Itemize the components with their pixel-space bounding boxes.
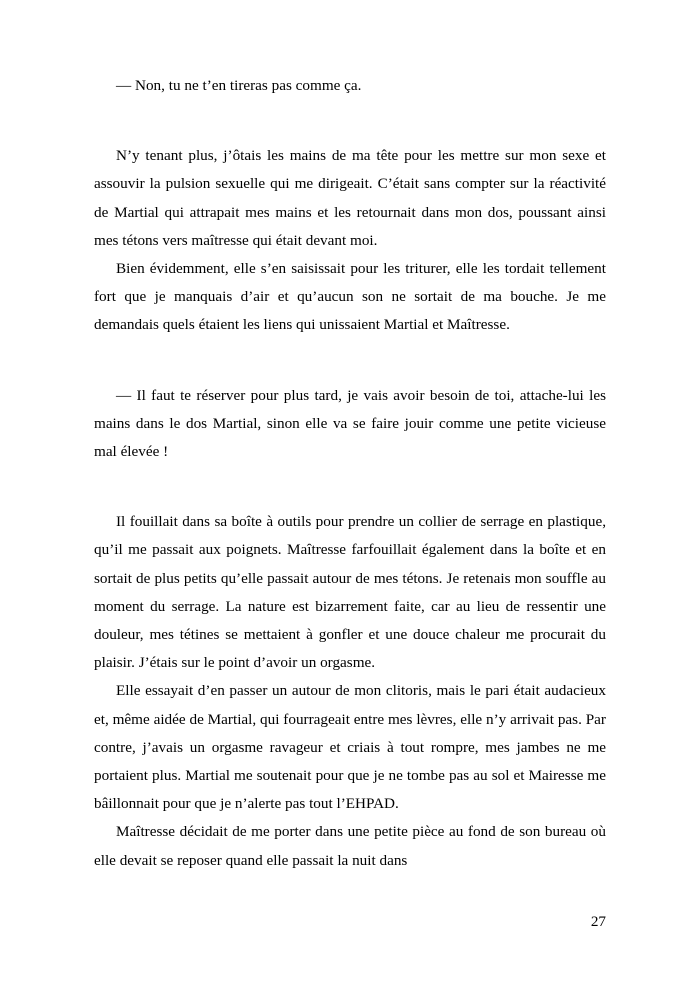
page-number: 27 <box>590 913 606 930</box>
paragraph-dialogue-1: — Non, tu ne t’en tireras pas comme ça. <box>116 77 362 94</box>
text-column <box>94 72 606 875</box>
paragraph-body-2: Bien évidemment, elle s’en saisissait pour les triturer, elle les tordait tellement fort que je manquais d’air et qu’aucun son ne sortait de ma bouche. Je me demandais quels étaient les liens qui unissaient Martial et Maîtresse. <box>94 260 606 334</box>
paragraph-body-5: Maîtresse décidait de me porter dans une petite pièce au fond de son bureau où elle devait se reposer quand elle passait la nuit dans <box>94 823 606 869</box>
paragraph-body-4: Elle essayait d’en passer un autour de mon clitoris, mais le pari était audacieux et, même aidée de Martial, qui fourrageait entre mes lèvres, elle n’y arrivait pas. Par contre, j’avais un orgasme ravageur et criais à tout rompre, mes jambes ne me portaient plus. Martial me soutenait pour que je ne tombe pas au sol et Mairesse me bâillonnait pour que je n’alerte pas tout l’EHPAD. <box>94 682 606 813</box>
paragraph-body-3: Il fouillait dans sa boîte à outils pour prendre un collier de serrage en plastique, qu’il me passait aux poignets. Maîtresse farfouillait également dans la boîte et en sortait de plus petits qu’elle passait autour de mes tétons. Je retenais mon souffle au moment du serrage. La nature est bizarrement faite, car au lieu de ressentir une douleur, mes tétines se mettaient à gonfler et une douce chaleur me procurait du plaisir. J’étais sur le point d’avoir un orgasme. <box>94 513 606 672</box>
paragraph-dialogue-2: — Il faut te réserver pour plus tard, je vais avoir besoin de toi, attache-lui les mains dans le dos Martial, sinon elle va se faire jouir comme une petite vicieuse mal élevée ! <box>94 386 606 461</box>
paragraph-body-1: N’y tenant plus, j’ôtais les mains de ma tête pour les mettre sur mon sexe et assouvir la pulsion sexuelle qui me dirigeait. C’était sans compter sur la réactivité de Martial qui attrapait mes mains et les retournait dans mon dos, poussant ainsi mes tétons vers maîtresse qui était devant moi. <box>94 147 606 249</box>
